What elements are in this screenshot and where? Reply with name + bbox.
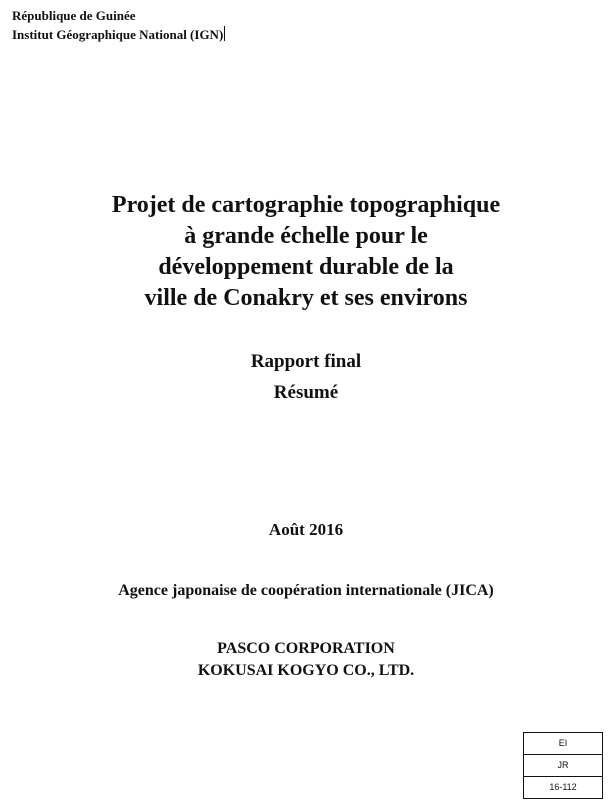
document-subtitle [0,346,612,408]
company-list [0,638,612,682]
report-type: Rapport final [250,351,362,372]
code-cell: EI [524,733,602,755]
title-line-3: développement durable de la [158,254,454,280]
title-line-1: Projet de cartographie topographique [111,192,501,218]
country-name: République de Guinée [12,8,136,23]
institute-name: Institut Géographique National (IGN) [12,27,224,42]
publication-date: Août 2016 [268,520,344,539]
company-name: PASCO CORPORATION [217,640,395,657]
text-cursor [224,26,225,41]
document-code-box [523,732,603,799]
code-cell: JR [524,755,602,777]
report-summary-label: Résumé [273,382,339,403]
title-line-2: à grande échelle pour le [184,223,428,249]
company-name: KOKUSAI KOGYO CO., LTD. [197,662,415,679]
document-header [12,6,225,44]
document-title [0,190,612,314]
agency-name: Agence japonaise de coopération internationale (JICA) [118,582,494,599]
institute-name-line [12,25,225,44]
code-cell: 16-112 [549,782,577,792]
title-line-4: ville de Conakry et ses environs [144,285,468,311]
